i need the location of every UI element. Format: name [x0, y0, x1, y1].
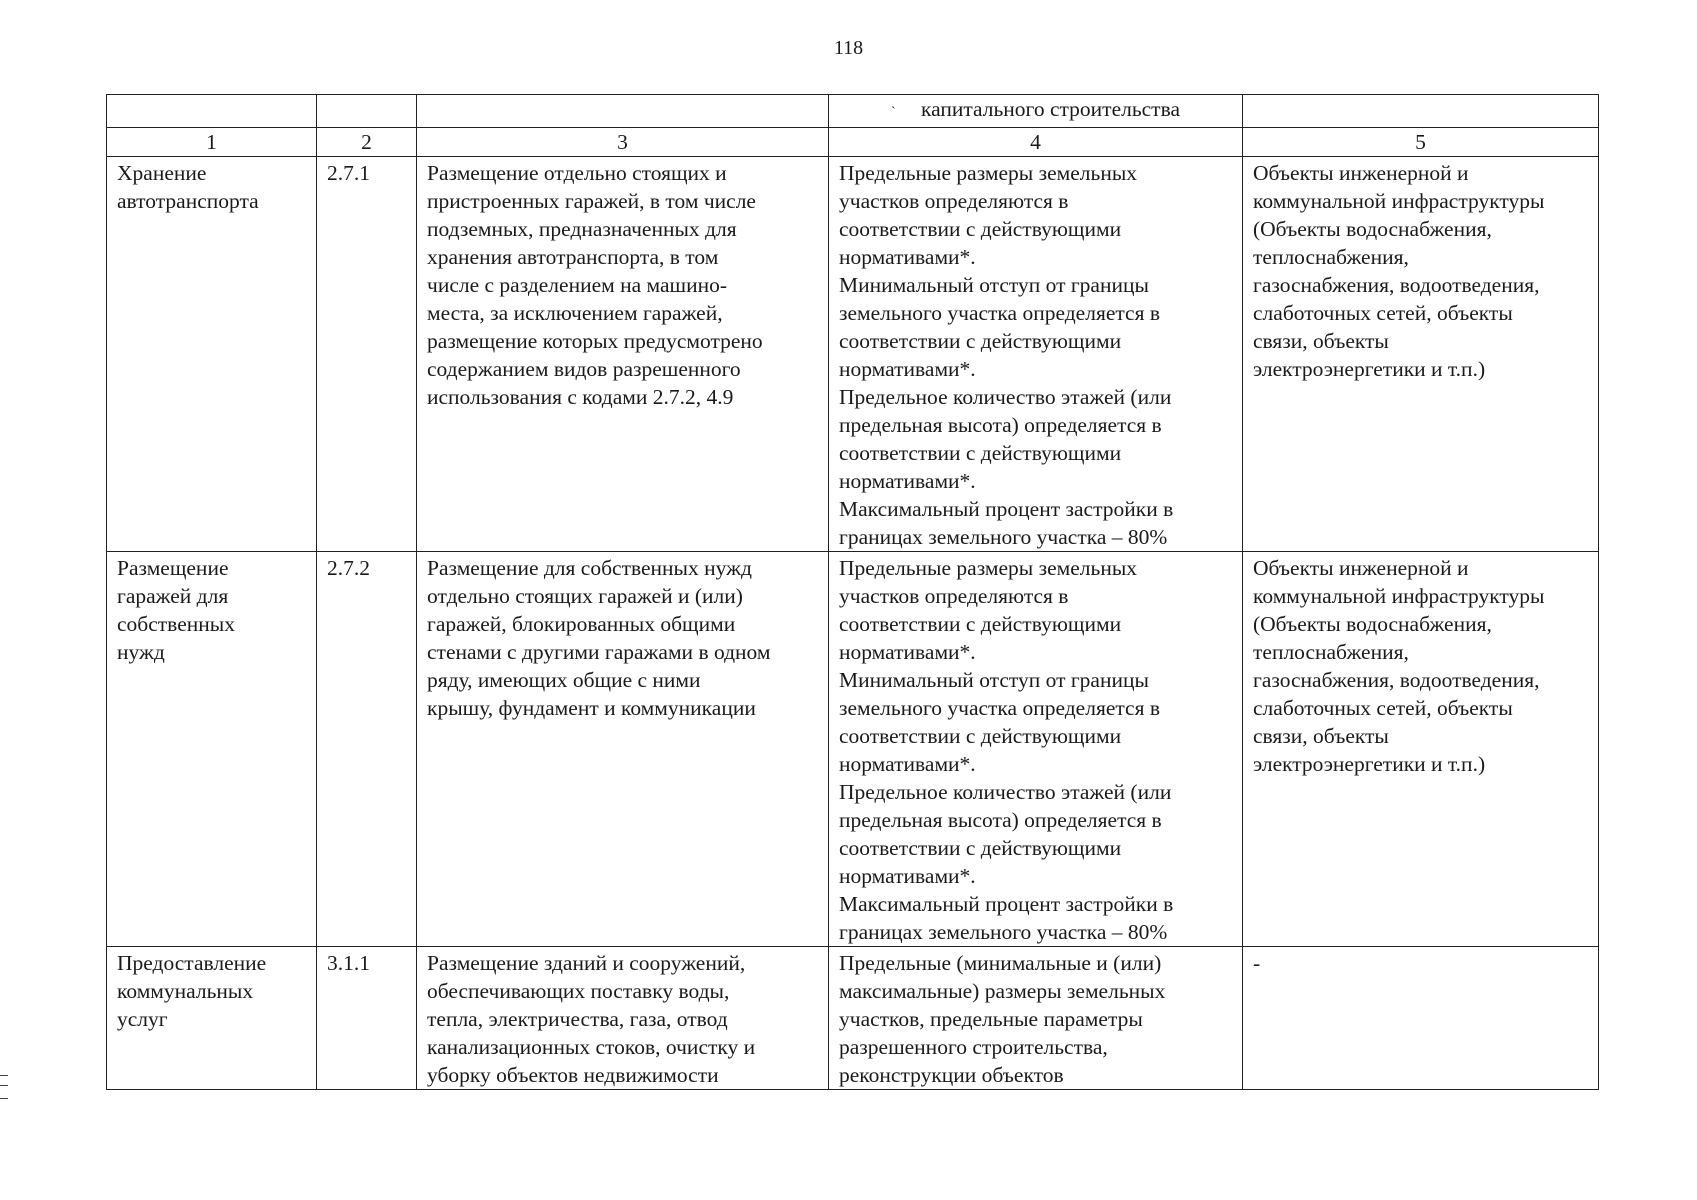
use-description-cell: [417, 157, 829, 552]
text-line: разрешенного строительства,: [839, 1035, 1108, 1059]
table-row: [107, 552, 1599, 947]
scan-margin-mark: [0, 1075, 8, 1099]
use-name-cell: [107, 552, 317, 947]
land-use-table: [106, 94, 1599, 1090]
text-line: электроэнергетики и т.п.): [1253, 357, 1486, 381]
text-line: нормативами*.: [839, 640, 976, 664]
text-line: крышу, фундамент и коммуникации: [427, 696, 756, 720]
text-line: отдельно стоящих гаражей и (или): [427, 584, 743, 608]
text-line: границах земельного участка – 80%: [839, 920, 1168, 944]
text-line: участков определяются в: [839, 189, 1069, 213]
auxiliary-uses-cell: [1243, 947, 1599, 1090]
text-line: соответствии с действующими: [839, 724, 1122, 748]
text-line: земельного участка определяется в: [839, 301, 1160, 325]
text-line: обеспечивающих поставку воды,: [427, 979, 730, 1003]
text-line: коммунальной инфраструктуры: [1253, 584, 1545, 608]
column-number: 3: [417, 128, 829, 157]
cont-cell-2: [317, 95, 417, 128]
text-line: газоснабжения, водоотведения,: [1253, 273, 1540, 297]
text-line: Размещение: [117, 556, 229, 580]
page-number: 118: [833, 37, 864, 59]
text-line: Минимальный отступ от границы: [839, 273, 1149, 297]
column-number-row: [107, 128, 1599, 157]
use-code-cell: 2.7.1: [317, 157, 417, 552]
text-line: нормативами*.: [839, 469, 976, 493]
auxiliary-uses-cell: [1243, 552, 1599, 947]
text-line: соответствии с действующими: [839, 217, 1122, 241]
text-line: Хранение: [117, 161, 207, 185]
text-line: теплоснабжения,: [1253, 245, 1409, 269]
text-line: соответствии с действующими: [839, 836, 1122, 860]
text-line: содержанием видов разрешенного: [427, 357, 741, 381]
cont-cell-4: [829, 95, 1243, 128]
text-line: нужд: [117, 640, 165, 664]
text-line: Предельные размеры земельных: [839, 556, 1138, 580]
continuation-row: [107, 95, 1599, 128]
use-name-cell: [107, 157, 317, 552]
text-line: услуг: [117, 1007, 168, 1031]
text-line: нормативами*.: [839, 864, 976, 888]
column-number: 4: [829, 128, 1243, 157]
text-line: слаботочных сетей, объекты: [1253, 696, 1513, 720]
table-row: [107, 947, 1599, 1090]
table-row: [107, 157, 1599, 552]
text-line: связи, объекты: [1253, 724, 1389, 748]
text-line: подземных, предназначенных для: [427, 217, 737, 241]
use-name-cell: [107, 947, 317, 1090]
text-line: хранения автотранспорта, в том: [427, 245, 719, 269]
use-description-cell: [417, 552, 829, 947]
text-line: участков определяются в: [839, 584, 1069, 608]
text-line: электроэнергетики и т.п.): [1253, 752, 1486, 776]
use-parameters-cell: [829, 157, 1243, 552]
text-line: соответствии с действующими: [839, 612, 1122, 636]
text-line: максимальные) размеры земельных: [839, 979, 1166, 1003]
text-line: коммунальной инфраструктуры: [1253, 189, 1545, 213]
use-code-cell: 3.1.1: [317, 947, 417, 1090]
text-line: реконструкции объектов: [839, 1063, 1064, 1087]
text-line: пристроенных гаражей, в том числе: [427, 189, 756, 213]
text-line: Размещение отдельно стоящих и: [427, 161, 727, 185]
text-line: слаботочных сетей, объекты: [1253, 301, 1513, 325]
auxiliary-uses-cell: [1243, 157, 1599, 552]
text-line: Предоставление: [117, 951, 267, 975]
continuation-text: капитального строительства: [920, 97, 1180, 121]
text-line: соответствии с действующими: [839, 441, 1122, 465]
text-line: Объекты инженерной и: [1253, 556, 1469, 580]
text-line: стенами с другими гаражами в одном: [427, 640, 771, 664]
text-line: нормативами*.: [839, 357, 976, 381]
cont-cell-1: [107, 95, 317, 128]
text-line: нормативами*.: [839, 752, 976, 776]
text-line: Предельное количество этажей (или: [839, 780, 1172, 804]
text-line: земельного участка определяется в: [839, 696, 1160, 720]
text-line: Размещение для собственных нужд: [427, 556, 752, 580]
text-line: связи, объекты: [1253, 329, 1389, 353]
text-line: нормативами*.: [839, 245, 976, 269]
text-line: предельная высота) определяется в: [839, 413, 1162, 437]
text-line: Предельные размеры земельных: [839, 161, 1138, 185]
cont-cell-5: [1243, 95, 1599, 128]
text-line: границах земельного участка – 80%: [839, 525, 1168, 549]
text-line: уборку объектов недвижимости: [427, 1063, 719, 1087]
text-line: Предельные (минимальные и (или): [839, 951, 1162, 975]
cont-cell-3: [417, 95, 829, 128]
text-line: (Объекты водоснабжения,: [1253, 612, 1492, 636]
text-line: числе с разделением на машино-: [427, 273, 728, 297]
text-line: Минимальный отступ от границы: [839, 668, 1149, 692]
text-line: Максимальный процент застройки в: [839, 497, 1174, 521]
text-line: Размещение зданий и сооружений,: [427, 951, 746, 975]
use-parameters-cell: [829, 947, 1243, 1090]
text-line: -: [1253, 951, 1261, 975]
text-line: использования с кодами 2.7.2, 4.9: [427, 385, 734, 409]
text-line: предельная высота) определяется в: [839, 808, 1162, 832]
text-line: теплоснабжения,: [1253, 640, 1409, 664]
text-line: Объекты инженерной и: [1253, 161, 1469, 185]
text-line: Максимальный процент застройки в: [839, 892, 1174, 916]
text-line: участков, предельные параметры: [839, 1007, 1143, 1031]
column-number: 5: [1243, 128, 1599, 157]
use-code-cell: 2.7.2: [317, 552, 417, 947]
text-line: (Объекты водоснабжения,: [1253, 217, 1492, 241]
text-line: Предельное количество этажей (или: [839, 385, 1172, 409]
text-line: места, за исключением гаражей,: [427, 301, 723, 325]
text-line: гаражей для: [117, 584, 229, 608]
scan-tick-mark: `: [890, 105, 896, 120]
text-line: ряду, имеющих общие с ними: [427, 668, 701, 692]
use-description-cell: [417, 947, 829, 1090]
column-number: 1: [107, 128, 317, 157]
text-line: тепла, электричества, газа, отвод: [427, 1007, 728, 1031]
text-line: соответствии с действующими: [839, 329, 1122, 353]
text-line: автотранспорта: [117, 189, 259, 213]
text-line: канализационных стоков, очистку и: [427, 1035, 756, 1059]
text-line: гаражей, блокированных общими: [427, 612, 736, 636]
text-line: газоснабжения, водоотведения,: [1253, 668, 1540, 692]
use-parameters-cell: [829, 552, 1243, 947]
text-line: коммунальных: [117, 979, 254, 1003]
text-line: собственных: [117, 612, 235, 636]
column-number: 2: [317, 128, 417, 157]
text-line: размещение которых предусмотрено: [427, 329, 763, 353]
